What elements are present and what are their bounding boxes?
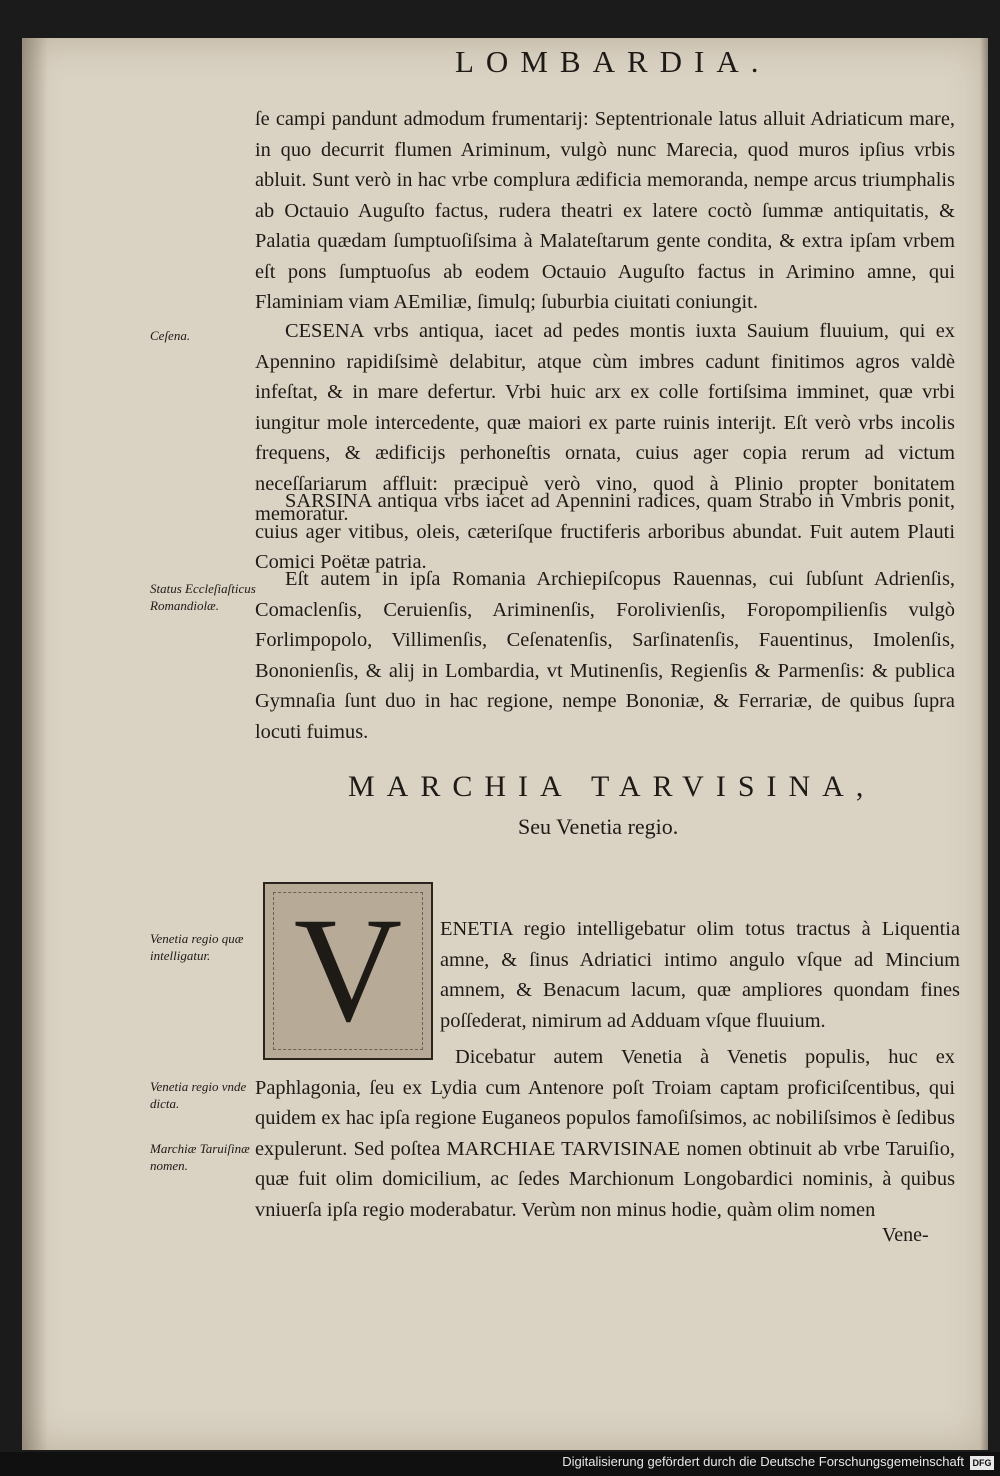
footer-credit: Digitalisierung gefördert durch die Deutsche Forschungsgemeinschaft xyxy=(562,1454,964,1469)
paragraph-intro: ſe campi pandunt admodum frumentarij: Septentrionale latus alluit Adriaticum mare, in quo decurrit flumen Ariminum, vulgò nunc Marecia, quod muros ipſius vrbis abluit. Sunt verò in hac vrbe complura ædificia memoranda, nempe arcus triumphalis ab Octauio Auguſto factus, rudera theatri ex latere coctò ſummæ antiquitatis, & Palatia quædam ſumptuoſiſsima à Malateſtarum gente condita, & extra ipſam vrbem eſt pons ſumptuoſus ab eodem Octauio Auguſto factus in Arimino amne, qui Flaminiam viam AEmiliæ, ſimulq; ſuburbia ciuitati coniungit. xyxy=(255,108,955,313)
section-title: MARCHIA TARVISINA, xyxy=(348,770,876,803)
text-block-venetia-1 xyxy=(440,914,960,1036)
catchword: Vene- xyxy=(882,1224,929,1246)
page-edge-shadow xyxy=(980,38,988,1450)
margin-note-venetia-intelligatur: Venetia regio quæ intelligatur. xyxy=(150,931,244,963)
page-gutter-shadow xyxy=(22,38,48,1450)
initial-letter: V xyxy=(293,887,403,1053)
section-subtitle: Seu Venetia regio. xyxy=(518,814,679,839)
paragraph-cesena: CESENA vrbs antiqua, iacet ad pedes montis iuxta Sauium fluuium, qui ex Apennino rapidiſsimè delabitur, atque cùm imbres cadunt finitimos agros valdè infeſtat, & in mare defertur. Vrbi huic arx ex colle fortiſsima imminet, quæ vrbi iungitur mole intercedente, quæ maiori ex parte ruinis interijt. Eſt verò vrbs incolis frequens, & ædificijs perhoneſtis ornata, cuius ager copia rerum ad victum neceſſariarum affluit: præcipuè verò vino, quod à Plinio propter bonitatem memoratur. xyxy=(255,320,955,525)
paragraph-status: Eſt autem in ipſa Romania Archiepiſcopus Rauennas, cui ſubſunt Adrienſis, Comaclenſis, Ceruienſis, Ariminenſis, Forolivienſis, Foropompilienſis vulgò Forlimpopolo, Villimenſis, Ceſenatenſis, Sarſinatenſis, Fauentinus, Imolenſis, Bononienſis, & alij in Lombardia, vt Mutinenſis, Regienſis & Parmenſis: & publica Gymnaſia ſunt duo in hac regione, nempe Bononiæ, & Ferrariæ, de quibus ſupra locuti fuimus. xyxy=(255,568,955,743)
text-block-top xyxy=(255,104,955,318)
margin-note-marchiae: Marchiæ Taruiſinæ nomen. xyxy=(150,1141,250,1173)
dfg-logo-icon: DFG xyxy=(970,1456,994,1470)
paragraph-venetia-2: Dicebatur autem Venetia à Venetis populis, huc ex Paphlagonia, ſeu ex Lydia cum Antenore poſt Troiam captam proficiſcentibus, qui quidem ex hac ipſa regione Euganeos populos famoſiſsimos, ac nobiliſsimos è ſedibus expulerunt. Sed poſtea MARCHIAE TARVISINAE nomen obtinuit ab vrbe Taruiſio, quæ fuit olim domicilium, ac ſedes Marchionum Longobardici nominis, à quibus vniuerſa ipſa regio moderabatur. Verùm non minus hodie, quàm olim nomen xyxy=(255,1046,955,1221)
margin-note-status: Status Eccleſiaſticus Romandiolæ. xyxy=(150,581,256,613)
decorated-initial xyxy=(263,882,433,1060)
paragraph-sarsina: SARSINA antiqua vrbs iacet ad Apennini radices, quam Strabo in Vmbris ponit, cuius ager vitibus, oleis, cæteriſque fructiferis arboribus abundat. Fuit autem Plauti Comici Poëtæ patria. xyxy=(255,490,955,573)
running-head: LOMBARDIA. xyxy=(455,44,771,79)
margin-note-cesena: Ceſena. xyxy=(150,328,191,343)
text-block-status xyxy=(255,564,955,747)
margin-note-venetia-unde: Venetia regio vnde dicta. xyxy=(150,1079,247,1111)
text-block-venetia-2 xyxy=(255,1042,955,1225)
paragraph-venetia-1: ENETIA regio intelligebatur olim totus tractus à Liquentia amne, & ſinus Adriatici intimo angulo vſque ad Mincium amnem, & Benacum lacum, quæ ampliores quondam fines poſſederat, nimirum ad Adduam vſque fluuium. xyxy=(440,918,960,1032)
